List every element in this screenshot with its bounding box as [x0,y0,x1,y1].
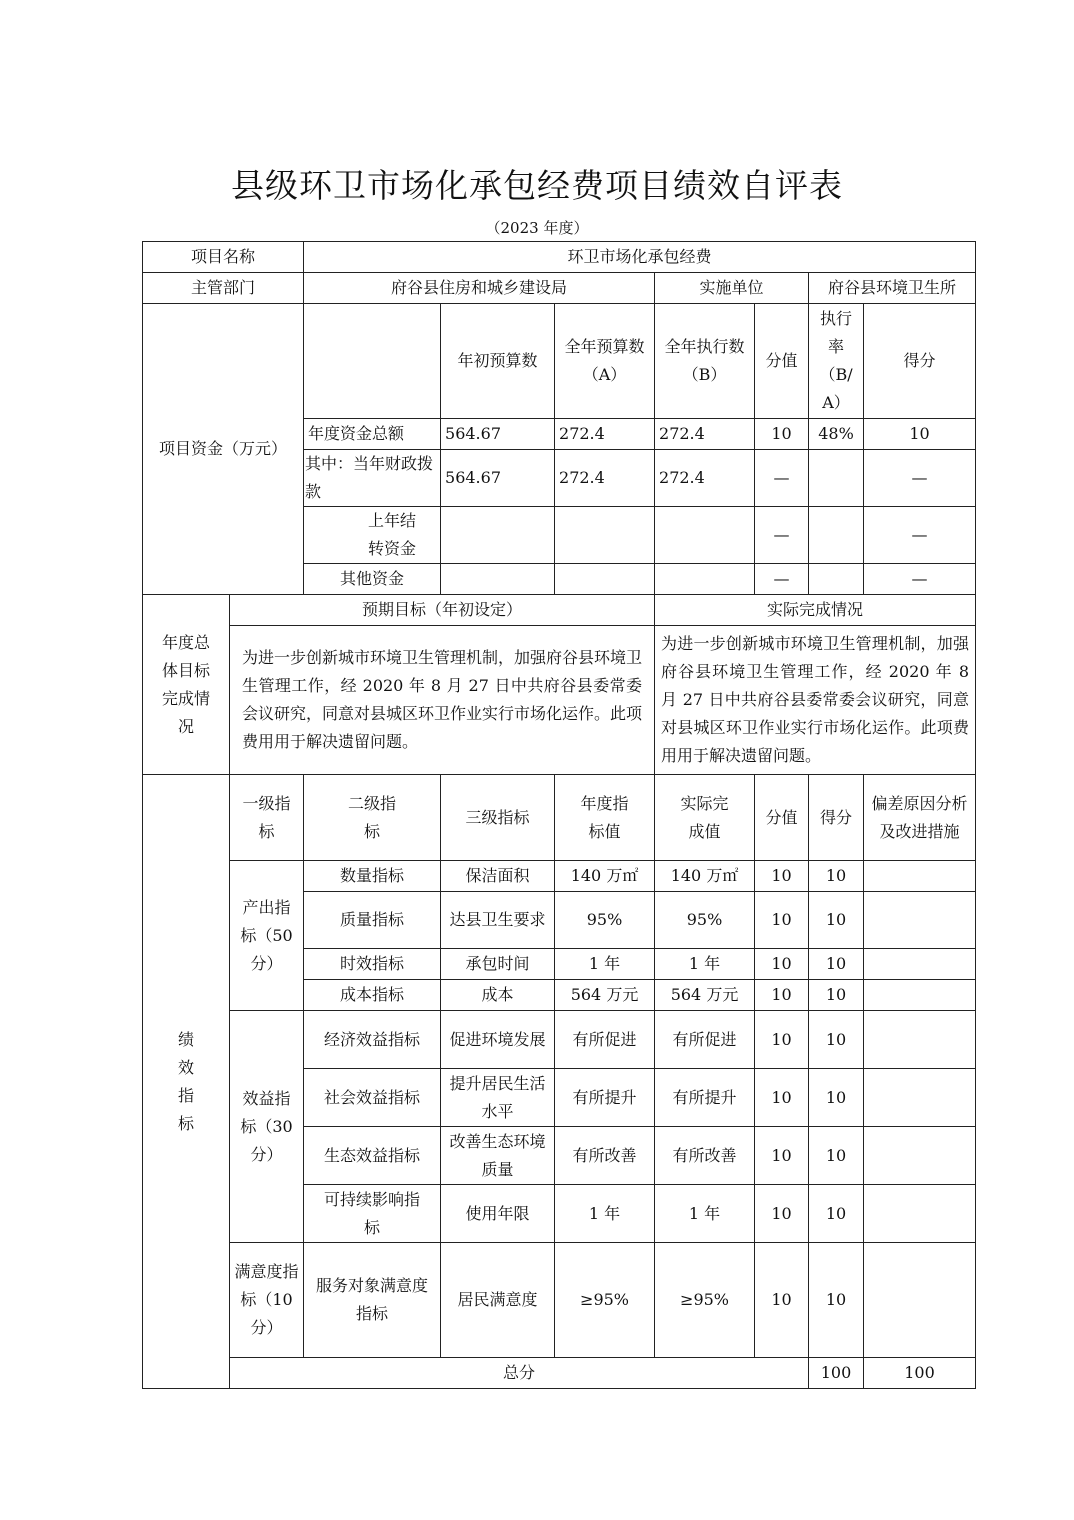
ind-weight: 10 [755,1069,809,1127]
ind-header-score: 得分 [809,775,864,861]
funds-row-weight: — [755,507,809,564]
ind-score: 10 [809,949,864,980]
project-name-label: 项目名称 [143,242,304,273]
goals-expected-header: 预期目标（年初设定） [230,595,655,626]
funds-row-weight: 10 [755,419,809,450]
ind-level2: 时效指标 [304,949,441,980]
ind-actual: 有所改善 [655,1127,755,1185]
funds-row-score: — [864,450,976,507]
ind-score: 10 [809,861,864,892]
ind-level2: 成本指标 [304,980,441,1011]
indicators-label: 绩效指标 [143,775,230,1389]
total-score: 100 [864,1358,976,1389]
funds-row-exec [655,564,755,595]
project-name-value: 环卫市场化承包经费 [304,242,976,273]
funds-header-initial: 年初预算数 [441,304,555,419]
funds-row-score: 10 [864,419,976,450]
ind-header-weight: 分值 [755,775,809,861]
ind-level3: 达县卫生要求 [441,892,555,949]
ind-deviation [864,1127,976,1185]
ind-level2: 生态效益指标 [304,1127,441,1185]
impl-label: 实施单位 [655,273,809,304]
ind-level3: 促进环境发展 [441,1011,555,1069]
total-weight: 100 [809,1358,864,1389]
funds-row-initial [441,564,555,595]
funds-header-exec: 全年执行数（B） [655,304,755,419]
ind-score: 10 [809,1127,864,1185]
ind-weight: 10 [755,949,809,980]
ind-actual: 95% [655,892,755,949]
ind-header-actual: 实际完成值 [655,775,755,861]
ind-deviation [864,1243,976,1358]
goals-actual-text: 为进一步创新城市环境卫生管理机制，加强府谷县环境卫生管理工作，经 2020 年 8 月 27 日中共府谷县委常委会议研究，同意对县城区环卫作业实行市场化运作。此项费用用于解决遗留问题。 [655,626,976,775]
ind-weight: 10 [755,1243,809,1358]
ind-header-level1: 一级指标 [230,775,304,861]
ind-target: 140 万㎡ [555,861,655,892]
funds-header-rate: 执行率（B/A） [809,304,864,419]
ind-target: 1 年 [555,949,655,980]
ind-deviation [864,1069,976,1127]
goals-label: 年度总体目标完成情况 [143,595,230,775]
ind-target: 1 年 [555,1185,655,1243]
funds-row-initial: 564.67 [441,450,555,507]
funds-header-blank [304,304,441,419]
ind-deviation [864,1011,976,1069]
funds-row-label: 其他资金 [304,564,441,595]
funds-row-label: 上年结转资金 [304,507,441,564]
funds-row-label: 其中：当年财政拨款 [304,450,441,507]
ind-score: 10 [809,1011,864,1069]
funds-row-score: — [864,507,976,564]
funds-row-initial [441,507,555,564]
funds-row-label: 年度资金总额 [304,419,441,450]
dept-value: 府谷县住房和城乡建设局 [304,273,655,304]
ind-score: 10 [809,1243,864,1358]
goals-actual-header: 实际完成情况 [655,595,976,626]
ind-target: 564 万元 [555,980,655,1011]
ind-header-level3: 三级指标 [441,775,555,861]
ind-weight: 10 [755,1011,809,1069]
ind-header-target: 年度指标值 [555,775,655,861]
dept-label: 主管部门 [143,273,304,304]
funds-row-exec [655,507,755,564]
ind-weight: 10 [755,892,809,949]
ind-target: 95% [555,892,655,949]
ind-weight: 10 [755,1127,809,1185]
ind-weight: 10 [755,861,809,892]
funds-row-annual: 272.4 [555,419,655,450]
ind-actual: 1 年 [655,949,755,980]
impl-value: 府谷县环境卫生所 [809,273,976,304]
ind-actual: 有所提升 [655,1069,755,1127]
ind-level2: 经济效益指标 [304,1011,441,1069]
funds-row-annual: 272.4 [555,450,655,507]
ind-actual: 有所促进 [655,1011,755,1069]
ind-score: 10 [809,1069,864,1127]
group-satisfaction: 满意度指标（10分） [230,1243,304,1358]
ind-level3: 提升居民生活水平 [441,1069,555,1127]
funds-row-weight: — [755,564,809,595]
funds-row-initial: 564.67 [441,419,555,450]
ind-deviation [864,1185,976,1243]
ind-actual: 140 万㎡ [655,861,755,892]
group-output: 产出指标（50分） [230,861,304,1011]
ind-actual: ≥95% [655,1243,755,1358]
funds-row-score: — [864,564,976,595]
ind-target: 有所改善 [555,1127,655,1185]
ind-level2: 社会效益指标 [304,1069,441,1127]
ind-score: 10 [809,1185,864,1243]
funds-header-weight: 分值 [755,304,809,419]
ind-target: ≥95% [555,1243,655,1358]
funds-row-exec: 272.4 [655,450,755,507]
ind-level3: 承包时间 [441,949,555,980]
performance-table [142,241,976,1389]
ind-target: 有所提升 [555,1069,655,1127]
ind-level3: 成本 [441,980,555,1011]
ind-score: 10 [809,980,864,1011]
funds-row-annual [555,564,655,595]
ind-deviation [864,892,976,949]
ind-level3: 居民满意度 [441,1243,555,1358]
ind-deviation [864,861,976,892]
ind-weight: 10 [755,1185,809,1243]
page-title: 县级环卫市场化承包经费项目绩效自评表 [231,166,843,205]
ind-score: 10 [809,892,864,949]
ind-target: 有所促进 [555,1011,655,1069]
ind-weight: 10 [755,980,809,1011]
funds-row-exec: 272.4 [655,419,755,450]
ind-level2: 可持续影响指标 [304,1185,441,1243]
funds-row-annual [555,507,655,564]
group-benefit: 效益指标（30分） [230,1011,304,1243]
funds-row-rate [809,450,864,507]
page-subtitle: （2023 年度） [485,219,589,237]
funds-row-rate: 48% [809,419,864,450]
ind-level3: 改善生态环境质量 [441,1127,555,1185]
ind-level3: 保洁面积 [441,861,555,892]
ind-deviation [864,949,976,980]
funds-header-score: 得分 [864,304,976,419]
goals-expected-text: 为进一步创新城市环境卫生管理机制，加强府谷县环境卫生管理工作，经 2020 年 8 月 27 日中共府谷县委常委会议研究，同意对县城区环卫作业实行市场化运作。此项费用用于解决遗留问题。 [230,626,655,775]
funds-header-annual: 全年预算数（A） [555,304,655,419]
funds-row-rate [809,507,864,564]
funds-row-rate [809,564,864,595]
ind-level2: 服务对象满意度指标 [304,1243,441,1358]
ind-header-deviation: 偏差原因分析及改进措施 [864,775,976,861]
ind-actual: 564 万元 [655,980,755,1011]
funds-row-weight: — [755,450,809,507]
total-label: 总分 [230,1358,809,1389]
ind-level3: 使用年限 [441,1185,555,1243]
ind-actual: 1 年 [655,1185,755,1243]
funds-label: 项目资金（万元） [143,304,304,595]
ind-level2: 质量指标 [304,892,441,949]
ind-deviation [864,980,976,1011]
ind-level2: 数量指标 [304,861,441,892]
ind-header-level2: 二级指标 [304,775,441,861]
